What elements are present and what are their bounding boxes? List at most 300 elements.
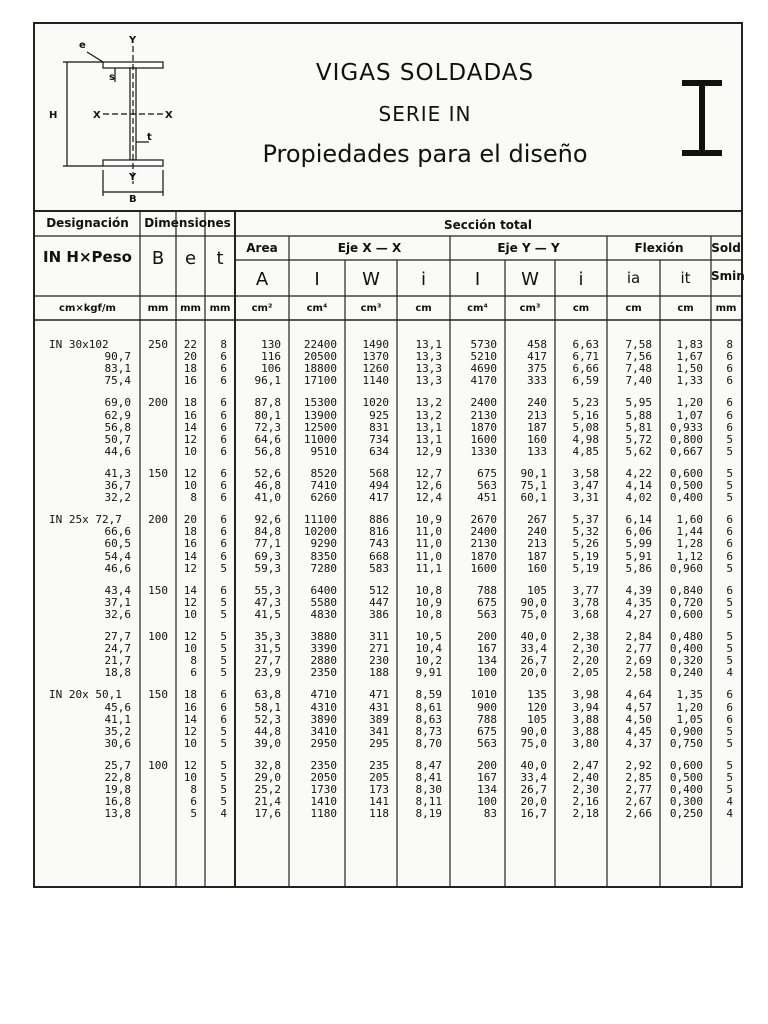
value-cell: 59,3 [254, 561, 281, 575]
value-cell: 10 [183, 607, 197, 621]
value-cell: 100 [477, 666, 497, 680]
value-cell: 75,0 [520, 607, 547, 621]
value-cell: 106 [261, 362, 281, 376]
value-cell: 13,3 [415, 350, 442, 364]
value-cell: 6 [726, 374, 733, 388]
designation-cell: 44,6 [104, 444, 131, 458]
value-cell: 0,240 [669, 666, 703, 680]
value-cell: 2400 [470, 396, 497, 410]
column-symbol: B [151, 248, 165, 269]
value-cell: 2,30 [572, 783, 599, 797]
value-cell: 7,58 [625, 338, 652, 351]
value-cell: 16,7 [520, 807, 547, 821]
value-cell: 12 [183, 758, 197, 772]
value-cell: 5 [726, 630, 733, 643]
value-cell: 271 [369, 642, 389, 656]
value-cell: 1730 [310, 783, 337, 797]
value-cell: 5 [726, 736, 733, 750]
value-cell: 5 [220, 724, 227, 738]
value-cell: 447 [369, 595, 389, 609]
value-cell: 12,4 [415, 491, 442, 505]
value-cell: 6 [220, 374, 227, 388]
value-cell: 12,9 [415, 444, 442, 458]
value-cell: 5 [726, 466, 733, 480]
value-cell: 6,66 [572, 362, 599, 376]
value-cell: 18 [183, 362, 197, 376]
value-cell: 31,5 [254, 642, 281, 656]
value-cell: 1140 [362, 374, 389, 388]
value-cell: 417 [527, 350, 547, 364]
value-cell: 5 [220, 642, 227, 656]
value-cell: 6 [726, 712, 733, 726]
value-cell: 788 [477, 712, 497, 726]
value-cell: 2350 [310, 758, 337, 772]
value-cell: 9290 [310, 537, 337, 551]
value-cell: 417 [369, 491, 389, 505]
value-cell: 213 [527, 537, 547, 551]
value-cell: 8 [726, 338, 733, 351]
value-cell: 20500 [303, 350, 337, 364]
value-cell: 10,5 [415, 630, 442, 643]
value-cell: 213 [527, 408, 547, 422]
value-cell: 8,19 [415, 807, 442, 821]
column-unit: cm² [251, 303, 273, 314]
value-cell: 1,20 [676, 700, 703, 714]
value-cell: 7,48 [625, 362, 652, 376]
column-unit: cm [625, 303, 642, 314]
value-cell: 63,8 [254, 688, 281, 702]
value-cell: 16 [183, 374, 197, 388]
value-cell: 120 [527, 700, 547, 714]
value-cell: 6 [726, 525, 733, 539]
value-cell: 22400 [303, 338, 337, 351]
value-cell: 16 [183, 408, 197, 422]
value-cell: 10,8 [415, 607, 442, 621]
value-cell: 5,08 [572, 420, 599, 434]
value-cell: 5,95 [625, 396, 652, 410]
value-cell: 8,70 [415, 736, 442, 750]
value-cell: 4,14 [625, 479, 652, 492]
value-cell: 11,0 [415, 525, 442, 539]
value-cell: 90,1 [520, 466, 547, 480]
value-cell: 675 [477, 466, 497, 480]
value-cell: 13,3 [415, 374, 442, 388]
value-cell: 17,6 [254, 807, 281, 821]
column-unit: cm³ [519, 303, 541, 314]
value-cell: 56,8 [254, 444, 281, 458]
value-cell: 6 [726, 537, 733, 551]
designation-cell: 19,8 [104, 783, 131, 797]
value-cell: 96,1 [254, 374, 281, 388]
page-subtitle: Propiedades para el diseño [262, 140, 588, 168]
value-cell: 160 [527, 561, 547, 575]
value-cell: 18 [183, 525, 197, 539]
value-cell: 200 [477, 630, 497, 643]
value-cell: 133 [527, 444, 547, 458]
value-cell: 5 [726, 771, 733, 784]
value-cell: 26,7 [520, 783, 547, 797]
value-cell: 6 [220, 583, 227, 597]
value-cell: 11,0 [415, 549, 442, 563]
value-cell: 6 [220, 408, 227, 422]
value-cell: 5,16 [572, 408, 599, 422]
value-cell: 1020 [362, 396, 389, 410]
value-cell: 12500 [303, 420, 337, 434]
value-cell: 25,2 [254, 783, 281, 797]
value-cell: 2,16 [572, 795, 599, 809]
value-cell: 100 [148, 630, 168, 643]
column-unit: mm [180, 303, 201, 314]
value-cell: 8,11 [415, 795, 442, 809]
value-cell: 3,80 [572, 736, 599, 750]
value-cell: 4310 [310, 700, 337, 714]
value-cell: 1,07 [676, 408, 703, 422]
value-cell: 5 [726, 783, 733, 797]
value-cell: 0,720 [669, 595, 703, 609]
value-cell: 8,59 [415, 688, 442, 702]
value-cell: 10 [183, 479, 197, 492]
value-cell: 105 [527, 583, 547, 597]
value-cell: 7280 [310, 561, 337, 575]
value-cell: 84,8 [254, 525, 281, 539]
value-cell: 4 [726, 807, 733, 821]
value-cell: 1180 [310, 807, 337, 821]
header-area: Area [246, 241, 278, 255]
column-symbol: ia [626, 269, 641, 287]
designation-cell: 60,5 [104, 537, 131, 551]
value-cell: 5,86 [625, 561, 652, 575]
value-cell: 46,8 [254, 479, 281, 492]
value-cell: 150 [148, 466, 168, 480]
value-cell: 0,933 [669, 420, 703, 434]
value-cell: 2880 [310, 654, 337, 668]
value-cell: 5580 [310, 595, 337, 609]
value-cell: 130 [261, 338, 281, 351]
value-cell: 9,91 [415, 666, 442, 680]
value-cell: 3,88 [572, 712, 599, 726]
value-cell: 3,31 [572, 491, 599, 505]
value-cell: 5 [726, 642, 733, 656]
value-cell: 3,47 [572, 479, 599, 492]
value-cell: 5,99 [625, 537, 652, 551]
value-cell: 2350 [310, 666, 337, 680]
value-cell: 3,58 [572, 466, 599, 480]
value-cell: 0,400 [669, 642, 703, 656]
value-cell: 6 [220, 688, 227, 702]
value-cell: 4830 [310, 607, 337, 621]
value-cell: 33,4 [520, 771, 547, 784]
value-cell: 1,33 [676, 374, 703, 388]
designation-cell: 66,6 [104, 525, 131, 539]
designation-cell: 50,7 [104, 432, 131, 446]
value-cell: 6 [220, 396, 227, 410]
value-cell: 4,85 [572, 444, 599, 458]
value-cell: 4,02 [625, 491, 652, 505]
value-cell: 90,0 [520, 724, 547, 738]
value-cell: 6,14 [625, 513, 652, 527]
value-cell: 668 [369, 549, 389, 563]
label-h: H [49, 110, 58, 121]
value-cell: 12,6 [415, 479, 442, 492]
header-dimensiones: Dimensiones [144, 216, 231, 230]
designation-cell: IN 25x 72,7 [49, 513, 122, 527]
value-cell: 2,38 [572, 630, 599, 643]
value-cell: 5 [220, 561, 227, 575]
value-cell: 6 [220, 525, 227, 539]
value-cell: 75,0 [520, 736, 547, 750]
column-symbol: I [474, 269, 481, 290]
value-cell: 10 [183, 444, 197, 458]
value-cell: 200 [148, 396, 168, 410]
value-cell: 18 [183, 688, 197, 702]
value-cell: 20 [183, 513, 197, 527]
column-unit: mm [209, 303, 231, 314]
label-x-right: X [165, 110, 173, 121]
value-cell: 14 [183, 583, 197, 597]
value-cell: 150 [148, 688, 168, 702]
value-cell: 23,9 [254, 666, 281, 680]
header-eje-x: Eje X — X [337, 241, 402, 255]
value-cell: 5,72 [625, 432, 652, 446]
value-cell: 20 [183, 350, 197, 364]
value-cell: 2400 [470, 525, 497, 539]
value-cell: 5 [220, 771, 227, 784]
value-cell: 333 [527, 374, 547, 388]
value-cell: 2,18 [572, 807, 599, 821]
value-cell: 13,1 [415, 420, 442, 434]
value-cell: 8,61 [415, 700, 442, 714]
value-cell: 18800 [303, 362, 337, 376]
value-cell: 35,3 [254, 630, 281, 643]
label-b: B [129, 194, 137, 204]
column-unit: cm⁴ [467, 303, 488, 314]
value-cell: 1330 [470, 444, 497, 458]
value-cell: 10,4 [415, 642, 442, 656]
label-y-top: Y [129, 35, 137, 46]
value-cell: 886 [369, 513, 389, 527]
value-cell: 5,81 [625, 420, 652, 434]
value-cell: 77,1 [254, 537, 281, 551]
page-title: VIGAS SOLDADAS [315, 60, 535, 86]
value-cell: 4,37 [625, 736, 652, 750]
value-cell: 2,85 [625, 771, 652, 784]
value-cell: 2,58 [625, 666, 652, 680]
value-cell: 1370 [362, 350, 389, 364]
value-cell: 1,12 [676, 549, 703, 563]
value-cell: 5 [220, 666, 227, 680]
value-cell: 5 [726, 491, 733, 505]
value-cell: 6 [726, 688, 733, 702]
value-cell: 0,800 [669, 432, 703, 446]
value-cell: 1,83 [676, 338, 703, 351]
value-cell: 8,41 [415, 771, 442, 784]
value-cell: 12 [183, 630, 197, 643]
column-symbol: A [255, 269, 269, 290]
value-cell: 134 [477, 783, 497, 797]
value-cell: 13,2 [415, 396, 442, 410]
value-cell: 12 [183, 466, 197, 480]
value-cell: 240 [527, 396, 547, 410]
value-cell: 2,77 [625, 783, 652, 797]
column-unit: cm⁴ [306, 303, 328, 314]
value-cell: 187 [527, 420, 547, 434]
value-cell: 2,66 [625, 807, 652, 821]
value-cell: 5 [220, 783, 227, 797]
value-cell: 5 [726, 758, 733, 772]
designation-cell: 30,6 [104, 736, 131, 750]
value-cell: 341 [369, 724, 389, 738]
value-cell: 2,77 [625, 642, 652, 656]
value-cell: 12,7 [415, 466, 442, 480]
value-cell: 5,26 [572, 537, 599, 551]
value-cell: 6400 [310, 583, 337, 597]
value-cell: 5,37 [572, 513, 599, 527]
value-cell: 5 [726, 561, 733, 575]
value-cell: 15300 [303, 396, 337, 410]
value-cell: 675 [477, 724, 497, 738]
value-cell: 230 [369, 654, 389, 668]
value-cell: 11,0 [415, 537, 442, 551]
value-cell: 3,88 [572, 724, 599, 738]
value-cell: 2,67 [625, 795, 652, 809]
value-cell: 5 [726, 595, 733, 609]
value-cell: 60,1 [520, 491, 547, 505]
value-cell: 6 [190, 795, 197, 809]
value-cell: 6 [190, 666, 197, 680]
designation-cell: 56,8 [104, 420, 131, 434]
value-cell: 2,05 [572, 666, 599, 680]
value-cell: 52,6 [254, 466, 281, 480]
value-cell: 5 [220, 595, 227, 609]
value-cell: 2050 [310, 771, 337, 784]
column-symbol: i [578, 269, 584, 290]
value-cell: 6 [726, 549, 733, 563]
value-cell: 13,1 [415, 432, 442, 446]
value-cell: 734 [369, 432, 389, 446]
value-cell: 6 [220, 444, 227, 458]
designation-cell: 41,3 [104, 466, 131, 480]
label-y-bottom: Y [129, 172, 137, 183]
value-cell: 6 [220, 549, 227, 563]
value-cell: 0,600 [669, 607, 703, 621]
label-s: s [109, 72, 115, 83]
designation-cell: 46,6 [104, 561, 131, 575]
value-cell: 6 [220, 700, 227, 714]
designation-cell: 13,8 [104, 807, 131, 821]
value-cell: 64,6 [254, 432, 281, 446]
value-cell: 27,7 [254, 654, 281, 668]
value-cell: 12 [183, 595, 197, 609]
value-cell: 5 [190, 807, 197, 821]
value-cell: 10200 [303, 525, 337, 539]
header-eje-y: Eje Y — Y [497, 241, 560, 255]
value-cell: 6 [726, 700, 733, 714]
value-cell: 4,35 [625, 595, 652, 609]
value-cell: 18 [183, 396, 197, 410]
value-cell: 16 [183, 537, 197, 551]
value-cell: 8520 [310, 466, 337, 480]
value-cell: 12 [183, 724, 197, 738]
value-cell: 5 [220, 736, 227, 750]
value-cell: 8,47 [415, 758, 442, 772]
value-cell: 389 [369, 712, 389, 726]
value-cell: 6 [220, 432, 227, 446]
value-cell: 0,250 [669, 807, 703, 821]
value-cell: 0,600 [669, 466, 703, 480]
value-cell: 10 [183, 771, 197, 784]
header-seccion-total: Sección total [443, 218, 532, 232]
value-cell: 1010 [470, 688, 497, 702]
designation-cell: 90,7 [104, 350, 131, 364]
value-cell: 375 [527, 362, 547, 376]
value-cell: 451 [477, 491, 497, 505]
column-unit: cm [415, 303, 432, 314]
value-cell: 8 [190, 783, 197, 797]
label-t: t [147, 132, 152, 143]
designation-cell: 25,7 [104, 758, 131, 772]
designation-cell: 83,1 [104, 362, 131, 376]
value-cell: 563 [477, 736, 497, 750]
value-cell: 4 [726, 795, 733, 809]
value-cell: 2670 [470, 513, 497, 527]
value-cell: 6,71 [572, 350, 599, 364]
value-cell: 1490 [362, 338, 389, 351]
value-cell: 2130 [470, 408, 497, 422]
value-cell: 7,40 [625, 374, 652, 388]
value-cell: 75,1 [520, 479, 547, 492]
value-cell: 3880 [310, 630, 337, 643]
value-cell: 173 [369, 783, 389, 797]
value-cell: 4,98 [572, 432, 599, 446]
value-cell: 6,63 [572, 338, 599, 351]
designation-cell: 43,4 [104, 583, 131, 597]
value-cell: 8 [190, 654, 197, 668]
value-cell: 6 [726, 396, 733, 410]
value-cell: 2,92 [625, 758, 652, 772]
value-cell: 5 [220, 607, 227, 621]
value-cell: 10 [183, 642, 197, 656]
column-symbol: W [521, 269, 539, 290]
value-cell: 40,0 [520, 630, 547, 643]
designation-cell: 75,4 [104, 374, 131, 388]
value-cell: 1,20 [676, 396, 703, 410]
value-cell: 2,84 [625, 630, 652, 643]
value-cell: 47,3 [254, 595, 281, 609]
value-cell: 235 [369, 758, 389, 772]
value-cell: 831 [369, 420, 389, 434]
value-cell: 0,900 [669, 724, 703, 738]
value-cell: 87,8 [254, 396, 281, 410]
value-cell: 116 [261, 350, 281, 364]
value-cell: 6 [220, 712, 227, 726]
value-cell: 2130 [470, 537, 497, 551]
value-cell: 4 [726, 666, 733, 680]
value-cell: 4170 [470, 374, 497, 388]
value-cell: 1,60 [676, 513, 703, 527]
value-cell: 5,62 [625, 444, 652, 458]
value-cell: 634 [369, 444, 389, 458]
value-cell: 33,4 [520, 642, 547, 656]
value-cell: 100 [477, 795, 497, 809]
value-cell: 3,77 [572, 583, 599, 597]
value-cell: 12 [183, 561, 197, 575]
value-cell: 3,78 [572, 595, 599, 609]
value-cell: 41,0 [254, 491, 281, 505]
value-cell: 1600 [470, 561, 497, 575]
value-cell: 8,73 [415, 724, 442, 738]
value-cell: 240 [527, 525, 547, 539]
value-cell: 6 [726, 350, 733, 364]
